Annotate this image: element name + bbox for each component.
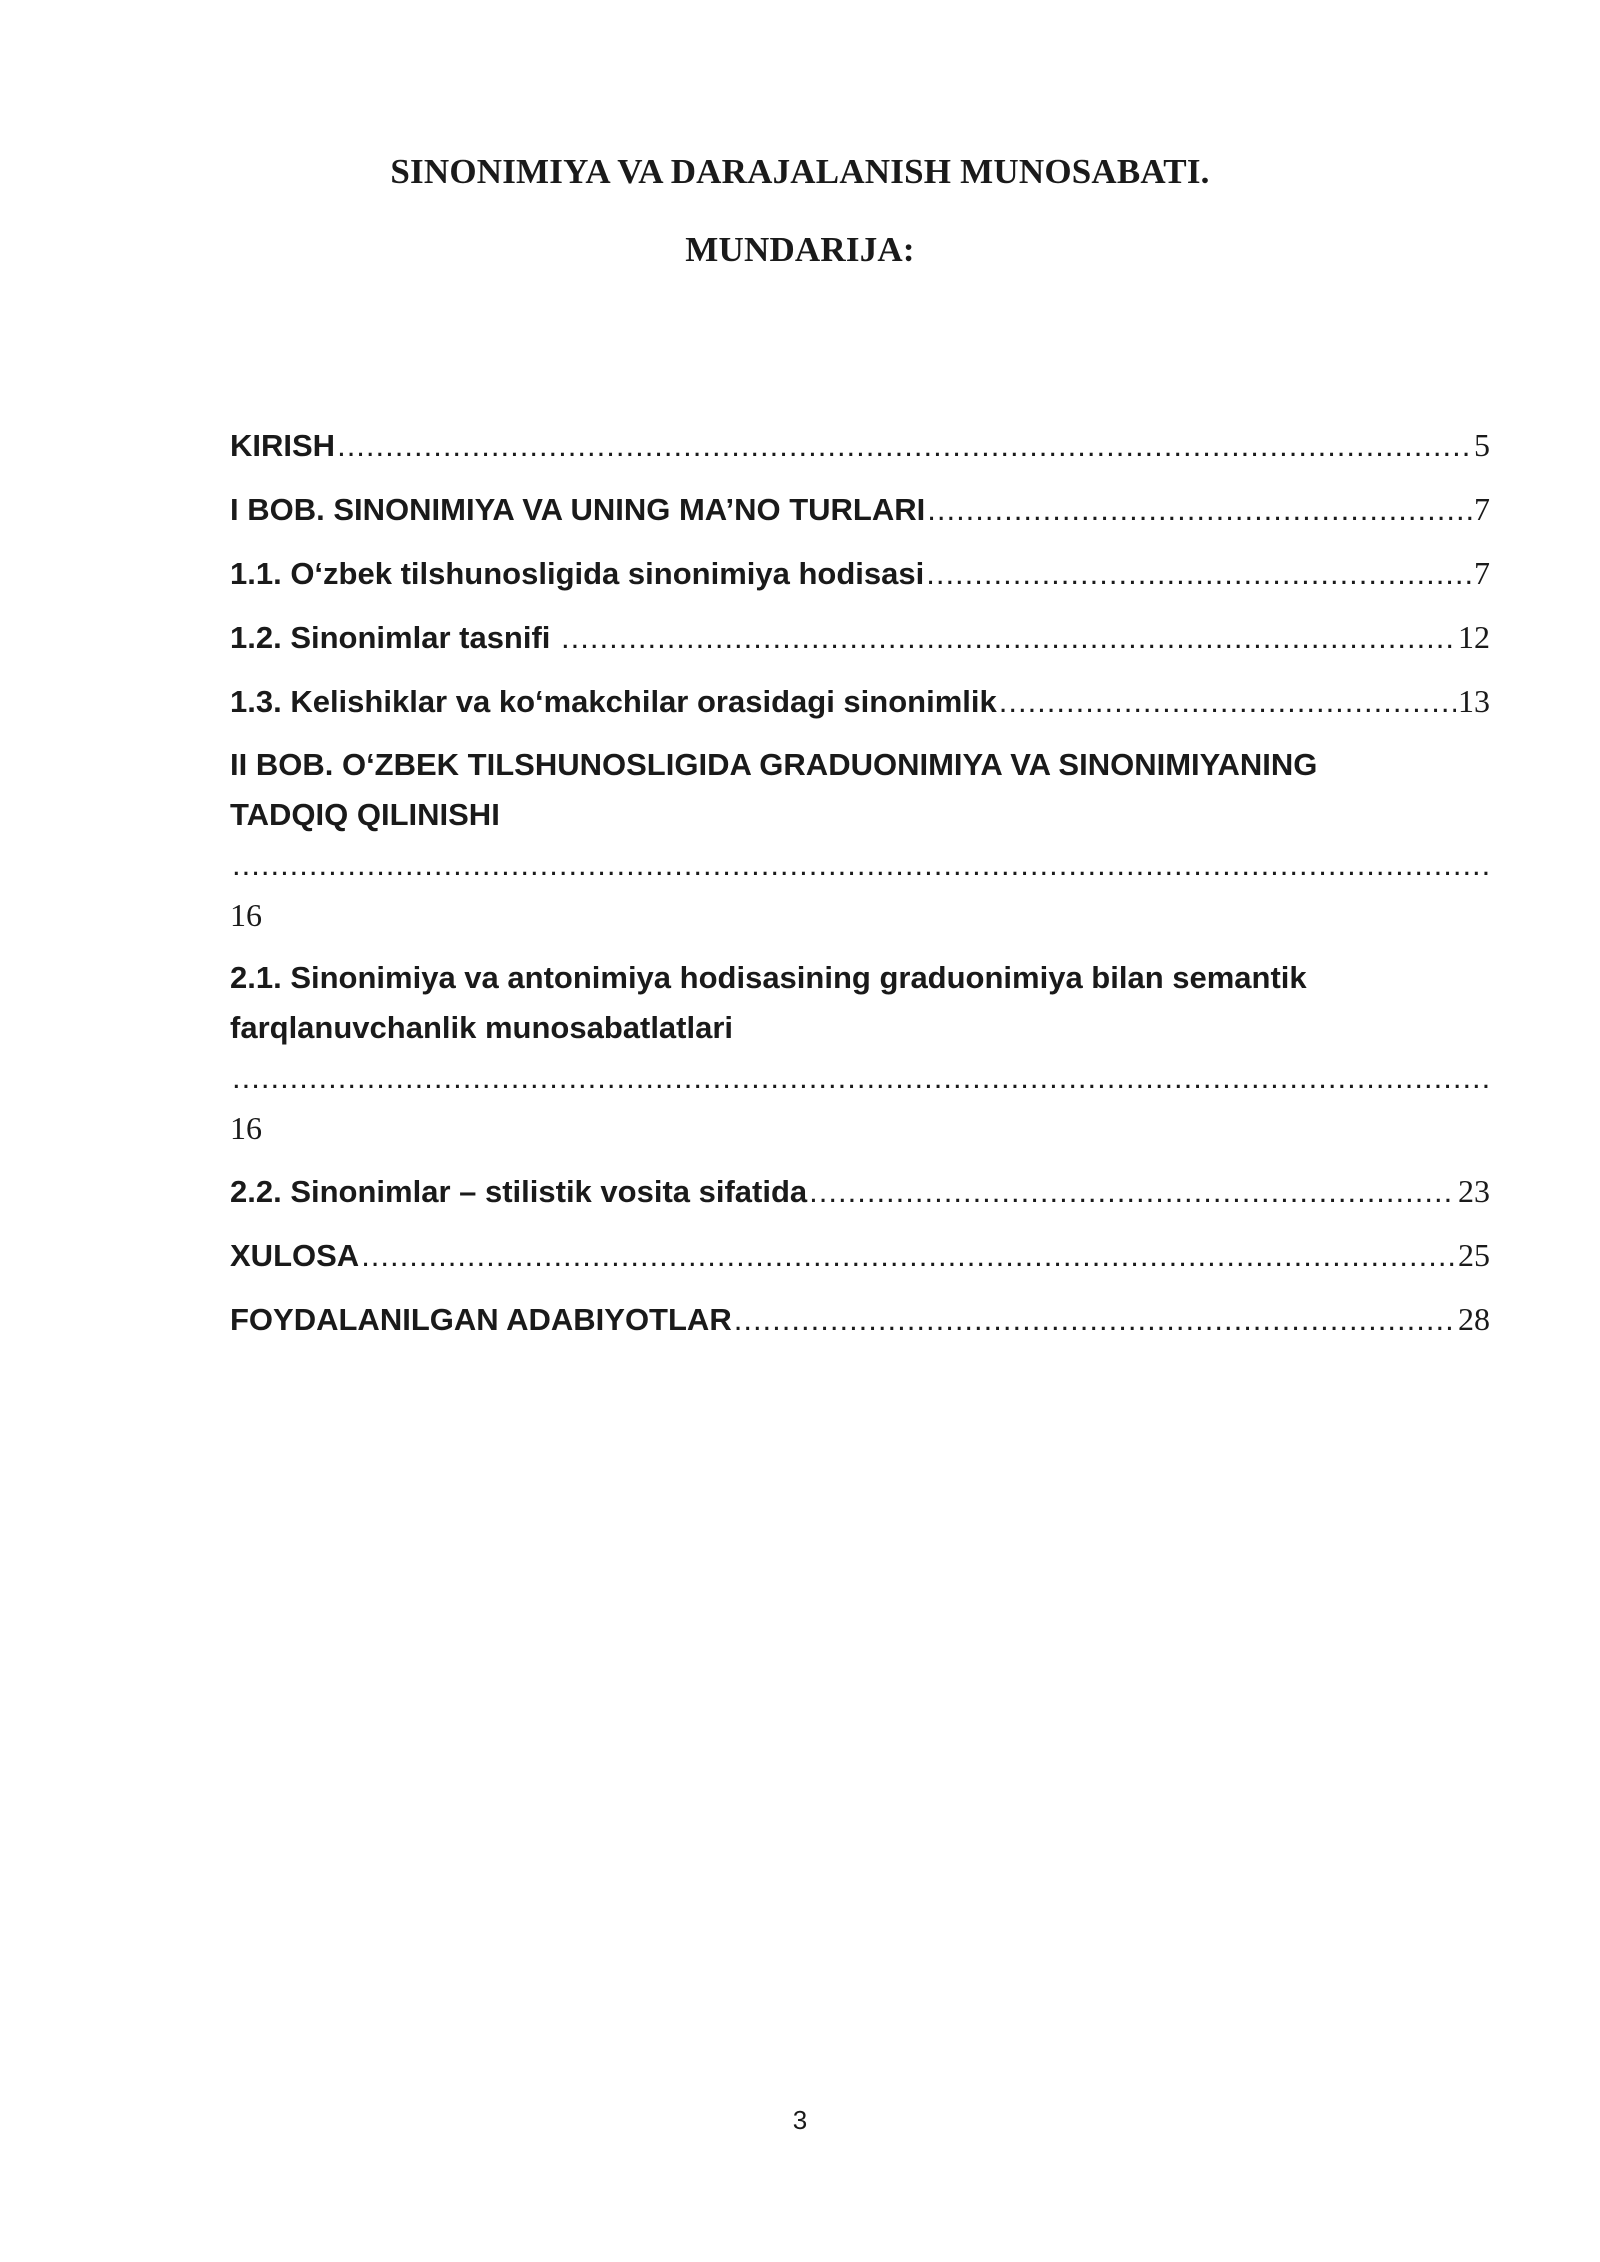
dot-leader (999, 677, 1456, 727)
toc-entry-section-1-1[interactable] (230, 548, 1490, 599)
dot-leader (927, 485, 1472, 535)
toc-entry-section-2-1[interactable] (230, 953, 1490, 1153)
toc-entry-label: 1.3. Kelishiklar va ko‘makchilar orasidagi sinonimlik (230, 684, 997, 719)
toc-page-number: 12 (1458, 619, 1490, 655)
toc-entry-chapter-2[interactable] (230, 740, 1490, 940)
toc-entry-kirish[interactable] (230, 420, 1490, 471)
toc-page-number: 13 (1458, 683, 1490, 719)
toc-entry-label-continued: farqlanuvchanlik munosabatlatlari (230, 1010, 734, 1045)
table-of-contents (230, 420, 1490, 1358)
toc-page-number: 23 (1458, 1173, 1490, 1209)
toc-entry-label: 2.1. Sinonimiya va antonimiya hodisasining graduonimiya bilan semantik (230, 960, 1307, 995)
toc-page-number: 5 (1474, 427, 1490, 463)
toc-entry-label: FOYDALANILGAN ADABIYOTLAR (230, 1302, 732, 1337)
toc-entry-label: KIRISH (230, 428, 336, 463)
dot-leader (734, 1295, 1456, 1345)
toc-entry-xulosa[interactable] (230, 1230, 1490, 1281)
toc-entry-label: I BOB. SINONIMIYA VA UNING MA’NO TURLARI (230, 492, 926, 527)
toc-entry-label: 1.1. O‘zbek tilshunosligida sinonimiya hodisasi (230, 556, 925, 591)
toc-page-number: 7 (1474, 491, 1490, 527)
toc-entry-references[interactable] (230, 1294, 1490, 1345)
toc-entry-section-1-2[interactable] (230, 612, 1490, 663)
toc-entry-section-2-2[interactable] (230, 1166, 1490, 1217)
toc-page-number: 7 (1474, 555, 1490, 591)
toc-page-number: 25 (1458, 1237, 1490, 1273)
dot-leader (232, 1053, 1488, 1103)
toc-entry-label-continued: TADQIQ QILINISHI (230, 797, 500, 832)
dot-leader (809, 1167, 1456, 1217)
toc-entry-section-1-3[interactable] (230, 676, 1490, 727)
toc-page-number: 16 (230, 897, 262, 933)
toc-page-number: 28 (1458, 1301, 1490, 1337)
dot-leader (361, 1231, 1456, 1281)
toc-entry-label: XULOSA (230, 1238, 360, 1273)
dot-leader (561, 613, 1456, 663)
dot-leader (232, 840, 1488, 890)
toc-page-number: 16 (230, 1110, 262, 1146)
toc-entry-label: 1.2. Sinonimlar tasnifi (230, 620, 560, 655)
toc-entry-chapter-1[interactable] (230, 484, 1490, 535)
dot-leader (926, 549, 1472, 599)
toc-entry-label: 2.2. Sinonimlar – stilistik vosita sifatida (230, 1174, 808, 1209)
dot-leader (337, 421, 1472, 471)
document-title: SINONIMIYA VA DARAJALANISH MUNOSABATI. (390, 152, 1210, 191)
toc-heading: MUNDARIJA: (685, 230, 915, 269)
page-number: 3 (792, 2105, 808, 2135)
toc-entry-label: II BOB. O‘ZBEK TILSHUNOSLIGIDA GRADUONIMIYA VA SINONIMIYANING (230, 747, 1318, 782)
